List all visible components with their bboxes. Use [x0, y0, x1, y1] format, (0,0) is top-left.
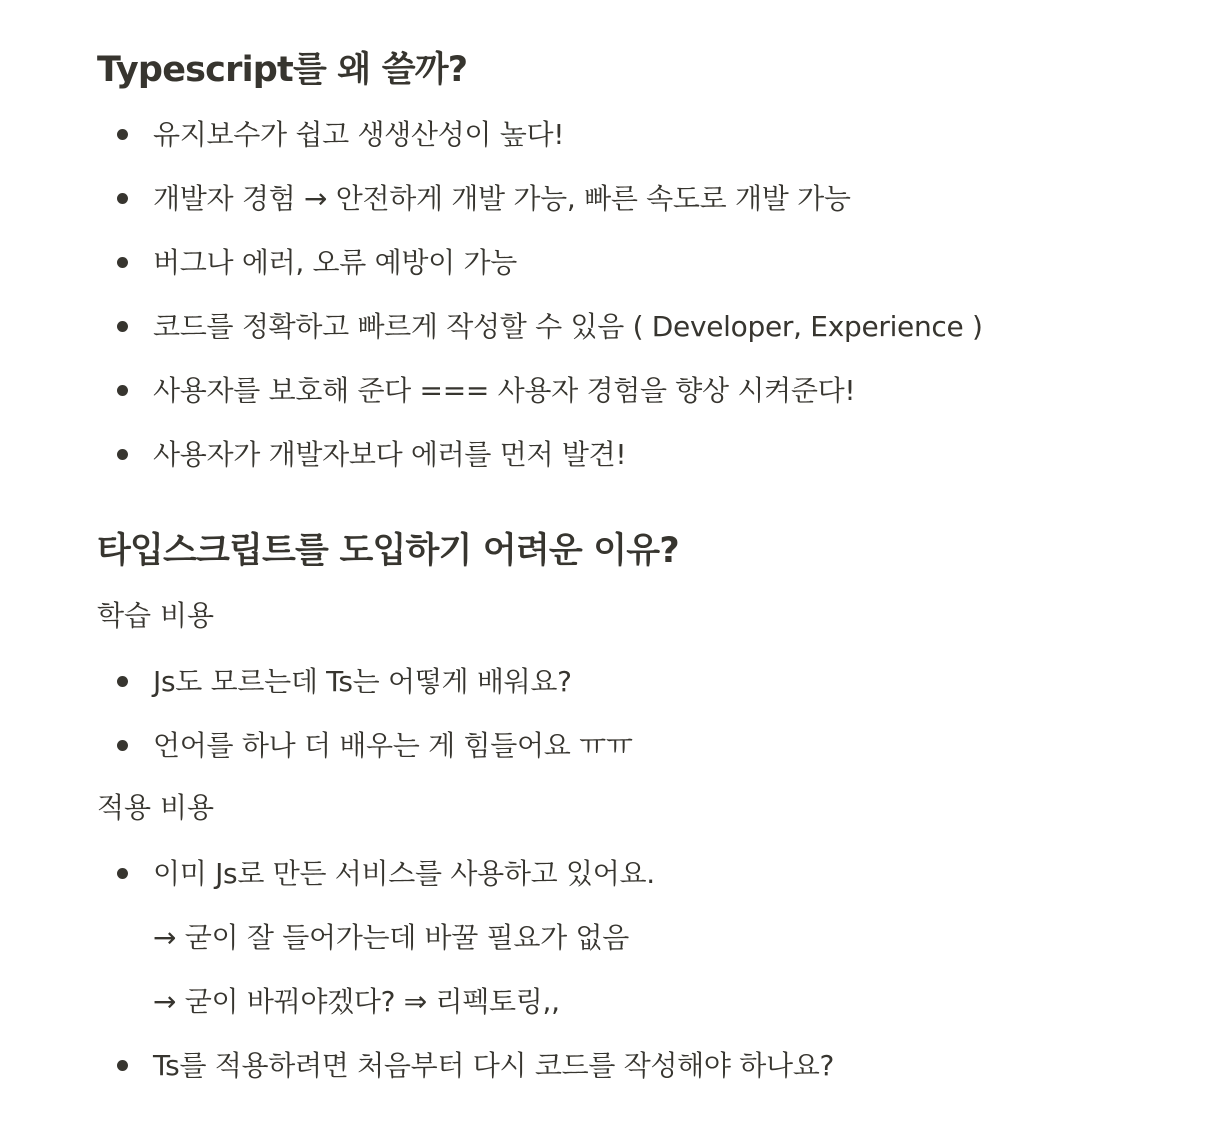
list-item — [97, 1046, 1197, 1086]
bullet-icon — [117, 321, 128, 332]
sub-line: → 굳이 잘 들어가는데 바꿀 필요가 없음 — [153, 921, 629, 954]
bullet-icon — [117, 193, 128, 204]
list-item-text: 사용자가 개발자보다 에러를 먼저 발견! — [153, 438, 627, 471]
list-item-text: 유지보수가 쉽고 생생산성이 높다! — [153, 118, 565, 151]
list-item-text: 개발자 경험 → 안전하게 개발 가능, 빠른 속도로 개발 가능 — [153, 182, 851, 215]
list-item — [97, 662, 1197, 702]
list-item — [97, 243, 1197, 283]
list-item-text: 이미 Js로 만든 서비스를 사용하고 있어요. — [153, 857, 655, 890]
list-item-text: 사용자를 보호해 준다 === 사용자 경험을 향상 시켜준다! — [153, 374, 856, 407]
section-heading-why-typescript: Typescript를 왜 쓸까? — [97, 50, 468, 90]
list-item-text: Js도 모르는데 Ts는 어떻게 배워요? — [153, 665, 572, 698]
list-item-text: 코드를 정확하고 빠르게 작성할 수 있음 ( Developer, Experience ) — [153, 310, 983, 343]
bullet-icon — [117, 868, 128, 879]
list-item-text: 버그나 에러, 오류 예방이 가능 — [153, 246, 517, 279]
bullet-icon — [117, 129, 128, 140]
bullet-icon — [117, 449, 128, 460]
list-item — [97, 179, 1197, 219]
list-item — [97, 854, 1197, 894]
bullet-icon — [117, 257, 128, 268]
list-item-text: 언어를 하나 더 배우는 게 힘들어요 ㅠㅠ — [153, 729, 633, 762]
list-item — [97, 307, 1197, 347]
bullet-icon — [117, 1060, 128, 1071]
list-item — [97, 371, 1197, 411]
list-item — [97, 115, 1197, 155]
bullet-icon — [117, 676, 128, 687]
bullet-icon — [117, 740, 128, 751]
sub-line: → 굳이 바꿔야겠다? ⇒ 리펙토링,, — [153, 985, 560, 1018]
applying-cost-label: 적용 비용 — [97, 791, 215, 824]
list-item — [97, 435, 1197, 475]
list-item-text: Ts를 적용하려면 처음부터 다시 코드를 작성해야 하나요? — [153, 1049, 835, 1082]
learning-cost-label: 학습 비용 — [97, 599, 215, 632]
bullet-icon — [117, 385, 128, 396]
list-item — [97, 726, 1197, 766]
section-heading-adoption-difficulty: 타입스크립트를 도입하기 어려운 이유? — [97, 531, 679, 571]
